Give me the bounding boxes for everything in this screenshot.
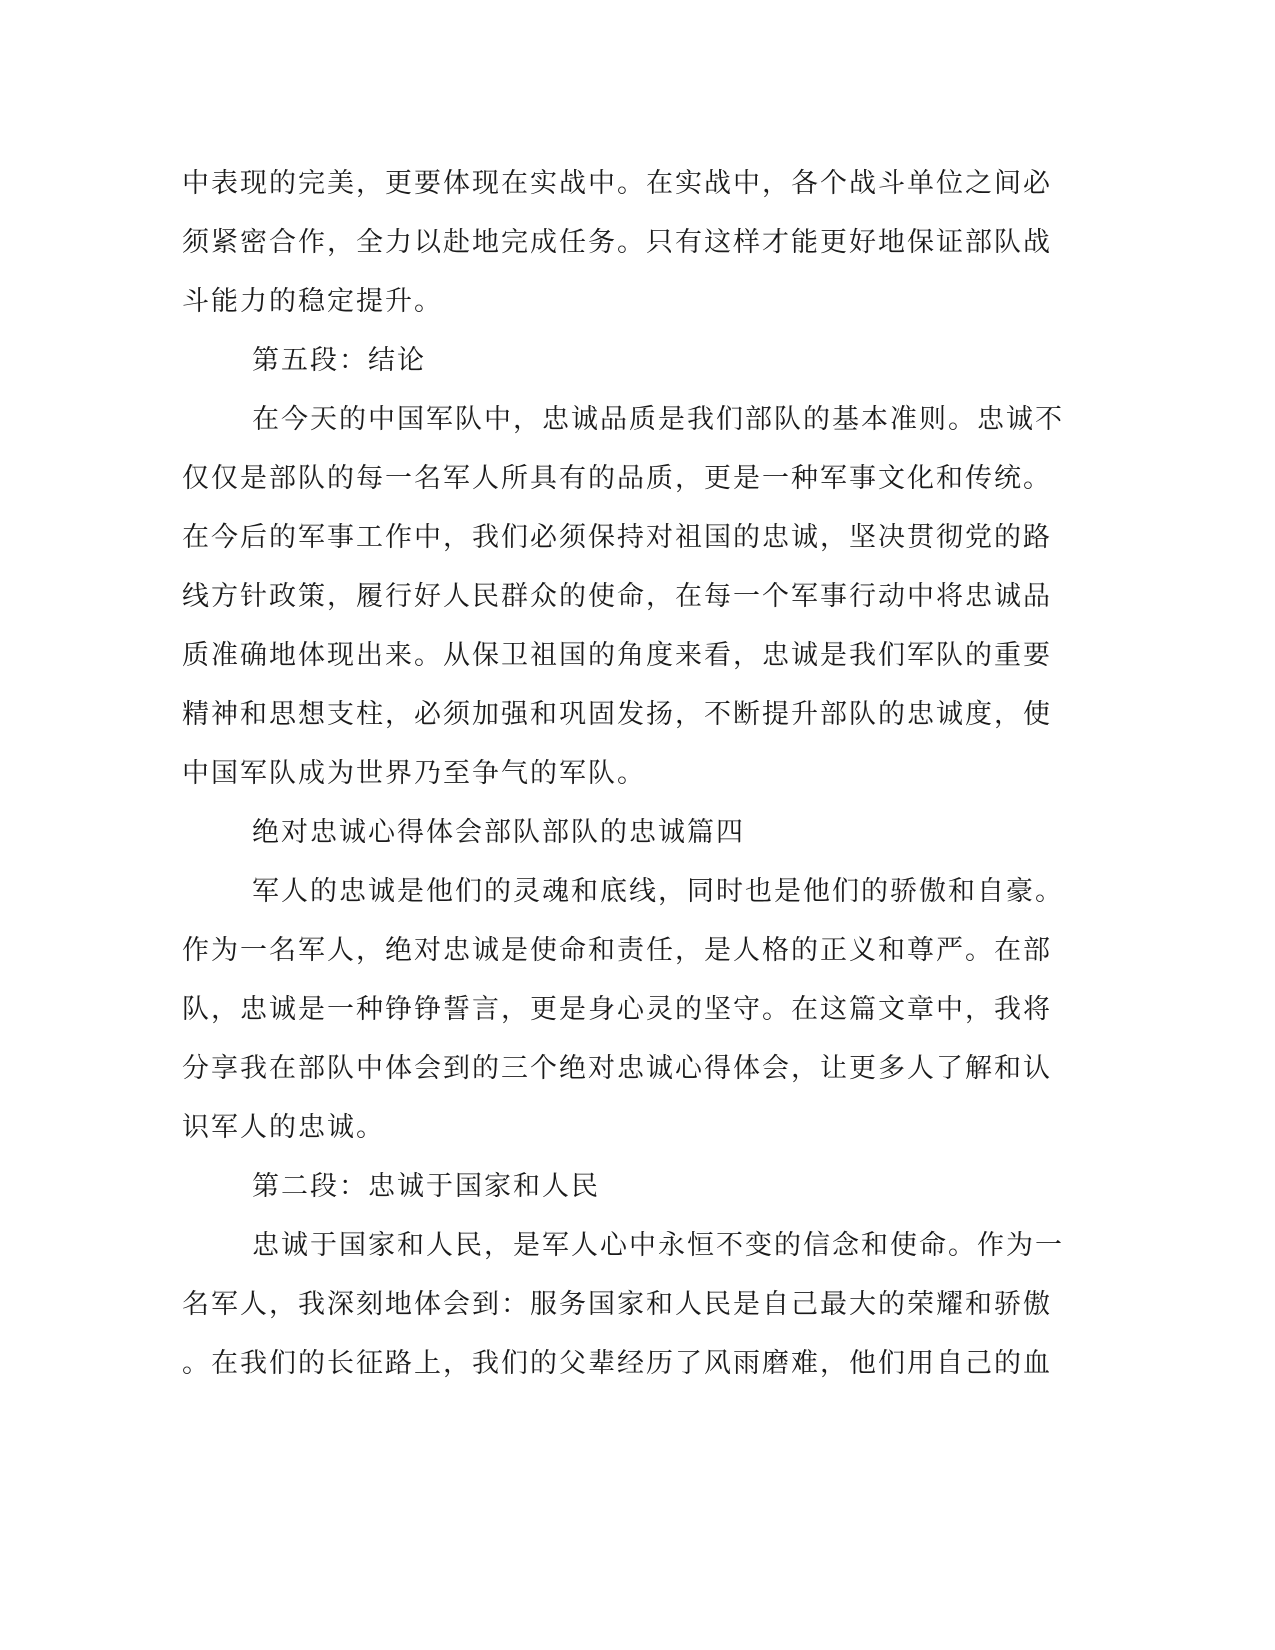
text-line: 识军人的忠诚。 (182, 1112, 385, 1143)
paragraph-start: 在今天的中国军队中，忠诚品质是我们部队的基本准则。忠诚不 (252, 404, 1064, 435)
text-line: 精神和思想支柱，必须加强和巩固发扬，不断提升部队的忠诚度，使 (182, 699, 1052, 730)
section-heading: 第二段：忠诚于国家和人民 (252, 1171, 600, 1202)
text-line: 质准确地体现出来。从保卫祖国的角度来看，忠诚是我们军队的重要 (182, 640, 1052, 671)
paragraph-start: 军人的忠诚是他们的灵魂和底线，同时也是他们的骄傲和自豪。 (252, 876, 1064, 907)
document-body (182, 154, 1064, 1393)
text-line: 须紧密合作，全力以赴地完成任务。只有这样才能更好地保证部队战 (182, 227, 1052, 258)
text-line: 仅仅是部队的每一名军人所具有的品质，更是一种军事文化和传统。 (182, 463, 1052, 494)
text-line: 中国军队成为世界乃至争气的军队。 (182, 758, 646, 789)
text-line: 名军人，我深刻地体会到：服务国家和人民是自己最大的荣耀和骄傲 (182, 1289, 1052, 1320)
text-line: 在今后的军事工作中，我们必须保持对祖国的忠诚，坚决贯彻党的路 (182, 522, 1052, 553)
text-line: 斗能力的稳定提升。 (182, 286, 443, 317)
text-line: 中表现的完美，更要体现在实战中。在实战中，各个战斗单位之间必 (182, 168, 1052, 199)
paragraph-start: 忠诚于国家和人民，是军人心中永恒不变的信念和使命。作为一 (252, 1230, 1064, 1261)
text-line: 。在我们的长征路上，我们的父辈经历了风雨磨难，他们用自己的血 (182, 1348, 1052, 1379)
article-title: 绝对忠诚心得体会部队部队的忠诚篇四 (252, 817, 745, 848)
text-line: 队，忠诚是一种铮铮誓言，更是身心灵的坚守。在这篇文章中，我将 (182, 994, 1052, 1025)
text-line: 线方针政策，履行好人民群众的使命，在每一个军事行动中将忠诚品 (182, 581, 1052, 612)
section-heading: 第五段：结论 (252, 345, 426, 376)
text-line: 分享我在部队中体会到的三个绝对忠诚心得体会，让更多人了解和认 (182, 1053, 1052, 1084)
text-line: 作为一名军人，绝对忠诚是使命和责任，是人格的正义和尊严。在部 (182, 935, 1052, 966)
